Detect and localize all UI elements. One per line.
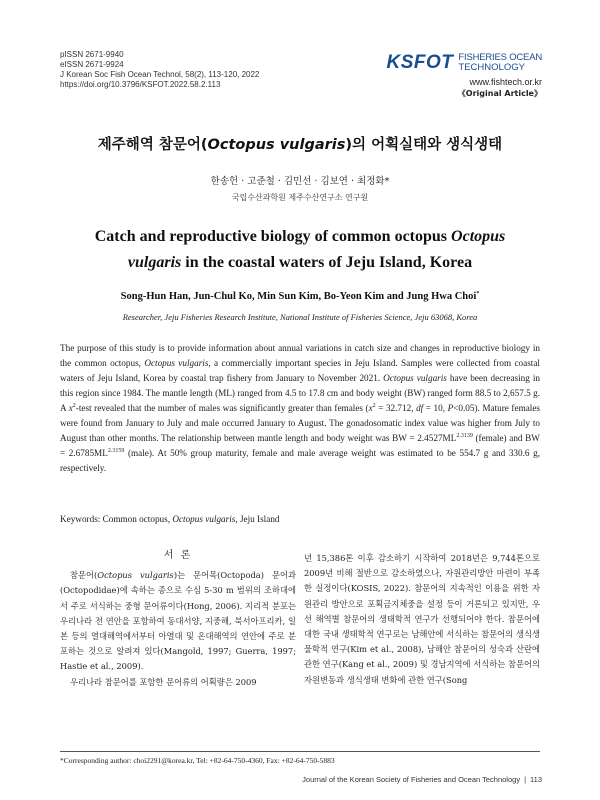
- body-column-right: [304, 551, 540, 688]
- affiliation-korean: 국립수산과학원 제주수산연구소 연구원: [231, 193, 369, 202]
- page-number: 113: [530, 775, 542, 784]
- affiliation-english: Researcher, Jeju Fisheries Research Institute, National Institute of Fisheries Science, Jeju 63068, Korea: [122, 312, 478, 322]
- abstract-seg: (female) and BW = 2.6785ML: [60, 433, 540, 458]
- keyword-species: Octopus vulgaris: [172, 514, 236, 524]
- species-name: Octopus vulgaris: [97, 570, 174, 581]
- logo-mark: KSFOT: [386, 52, 454, 73]
- chi-exponent: 2: [72, 403, 76, 409]
- pissn: pISSN 2671-9940: [60, 50, 124, 59]
- keywords-label: Keywords:: [60, 514, 103, 524]
- title-english: [70, 224, 530, 276]
- intro-paragraph: 우리나라 참문어를 포함한 문어류의 어획량은 2009: [70, 676, 257, 687]
- keyword: Common octopus,: [102, 514, 173, 524]
- intro-paragraph-continued: 년 15,386톤 이후 감소하기 시작하여 2018년은 9,744톤으로 2009년 비해 절반으로 감소하였으나, 자원관리방안 마련이 부족한 실정이다(KOSIS, 2022). 참문어의 지속적인 이용을 위한 자원관리 방안으로 포획금지체중을 설정 등이 거론되고 있지만, 우선 해역별 참문어의 생태학적 연구가 선행되어야 한다. 참문어에 대한 국내 생태학적 연구로는 남해안에 서식하는 참문어의 생식생물학적 연구(Kim et al., 2008), 남해안 참문어의 성숙과 산란에 관한 연구(Kang et al., 2009) 및 경남지역에 서식하는 참문어의 자원변동과 생식생태 변화에 관한 연구(Song: [304, 553, 540, 685]
- body-column-left: [60, 548, 296, 690]
- title-ko-species: Octopus vulgaris: [207, 137, 346, 153]
- title-en-part2: in the coastal waters of Jeju Island, Korea: [181, 254, 473, 271]
- article-type-label: 《Original Article》: [457, 89, 542, 98]
- text-seg: 참문어(: [70, 570, 98, 581]
- abstract-seg: <0.05). Mature females were found from January to July and male occurred January to August. The gonadosomatic index value was higher from July to August than other months. The relationship between mantle length and body weight was BW = 2.4527ML: [60, 403, 540, 443]
- logo-text: [458, 53, 542, 73]
- exponent: 2.3159: [107, 448, 125, 454]
- authors-korean: 한송헌 · 고준철 · 김민선 · 김보연 · 최정화*: [210, 176, 390, 187]
- corresponding-author-footnote: *Corresponding author: choi2291@korea.kr, Tel: +82-64-750-4360, Fax: +82-64-750-5883: [60, 756, 335, 765]
- abstract-seg: = 32.712,: [375, 403, 417, 413]
- text-seg: )는 문어목(Octopoda) 문어과(Octopodidae)에 속하는 종으로 수심 5-30 m 범위의 조하대에서 주로 서식하는 중형 문어류이다(Hong, 2006). 지리적 분포는 우리나라 전 연안을 포함하여 동대서양, 지중해, 북서아프리카, 일본 등의 열대해역에서부터 아열대 및 온대해역의 연안에 주로 분포하는 것으로 알려져 있다(Mangold, 1997; Guerra, 1997; Hastie et al., 2009).: [60, 570, 296, 672]
- abstract-seg: , a commercially important species in Jeju Island. Samples were collected from coastal waters of Jeju Island, Korea by coastal trap fishery from January to November 2021.: [60, 358, 540, 383]
- logo-line1: FISHERIES OCEAN: [458, 52, 542, 63]
- journal-logo: [382, 52, 542, 74]
- abstract-seg: have been decreasing in this region since 1984. The mantle length (ML) ranged from 4.5 to 17.8 cm and body weight (BW) ranged form 88.5 to 2,657.5 g. A: [60, 373, 540, 413]
- keyword: , Jeju Island: [235, 514, 280, 524]
- abstract-seg: The purpose of this study is to provide information about annual variations in catch size and changes in reproductive biology in the common octopus,: [60, 343, 540, 368]
- df-symbol: df: [416, 403, 424, 413]
- journal-website-link[interactable]: www.fishtech.or.kr: [469, 77, 542, 87]
- chi-symbol: x: [368, 403, 373, 413]
- footer-journal: Journal of the Korean Society of Fisheries and Ocean Technology: [302, 775, 521, 784]
- footnote-divider: [60, 751, 540, 752]
- title-en-part1: Catch and reproductive biology of common octopus: [94, 228, 452, 245]
- footer-separator: |: [524, 775, 527, 784]
- chi-symbol: x: [68, 403, 73, 413]
- title-ko-part1: 제주해역 참문어(: [97, 137, 208, 153]
- title-ko-part2: )의 어획실태와 생식생태: [345, 137, 503, 153]
- chi-exponent: 2: [372, 403, 376, 409]
- p-symbol: P: [447, 403, 454, 413]
- exponent: 2.3139: [456, 433, 473, 439]
- abstract-species: Octopus vulgaris: [144, 358, 209, 368]
- abstract: [60, 341, 540, 476]
- eissn: eISSN 2671-9924: [60, 60, 124, 69]
- abstract-text: [60, 341, 540, 476]
- keywords: [60, 514, 540, 524]
- journal-logo-block: [382, 52, 542, 99]
- abstract-seg: (male). At 50% group maturity, female and male average weight was estimated to be 554.7 g and 330.6 g, respectively.: [60, 448, 540, 473]
- abstract-seg: = 10,: [423, 403, 448, 413]
- citation: J Korean Soc Fish Ocean Technol, 58(2), 113-120, 2022: [60, 70, 260, 79]
- title-en-species: Octopus vulgaris: [127, 228, 506, 271]
- authors-english: [0, 291, 600, 302]
- authors-en-names: Song-Hun Han, Jun-Chul Ko, Min Sun Kim, Bo-Yeon Kim and Jung Hwa Choi: [120, 291, 477, 302]
- abstract-species: Octopus vulgaris: [383, 373, 447, 383]
- section-heading: 서 론: [163, 550, 193, 561]
- journal-info: [60, 50, 259, 90]
- doi-link[interactable]: https://doi.org/10.3796/KSFOT.2022.58.2.113: [60, 80, 221, 89]
- abstract-seg: -test revealed that the number of males was significantly greater than females (: [75, 403, 369, 413]
- corresponding-mark: *: [476, 291, 480, 297]
- page-footer: [302, 775, 542, 784]
- logo-line2: TECHNOLOGY: [458, 62, 525, 73]
- title-korean: [0, 133, 600, 154]
- intro-paragraph: [60, 568, 296, 674]
